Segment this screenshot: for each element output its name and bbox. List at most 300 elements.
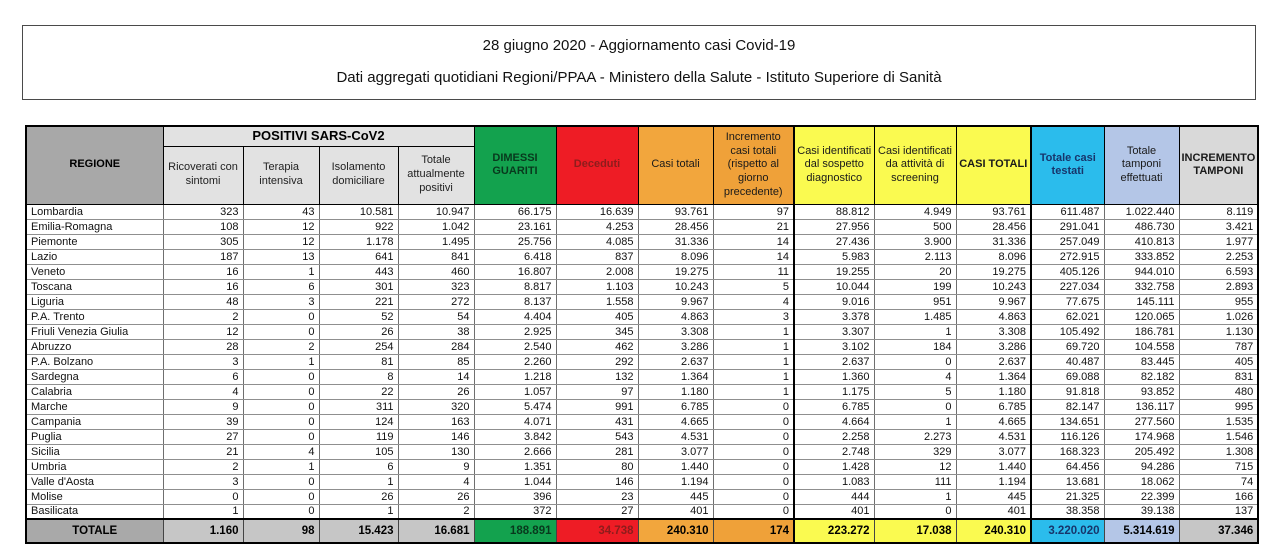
table-row [26,219,1258,234]
cell-incremento-tamponi: 1.977 [1179,234,1258,249]
cell-casi-sospetto-diagnostico: 2.258 [794,429,874,444]
cell-totale-tamponi-effettuati: 1.022.440 [1104,204,1179,219]
cell-totale-attualmente-positivi: 163 [398,414,474,429]
cell-regione: Lombardia [26,204,163,219]
cell-incremento-tamponi: 1.130 [1179,324,1258,339]
cell-deceduti: 146 [556,474,638,489]
cell-totale-attualmente-positivi: 9 [398,459,474,474]
cell-totale-tamponi-effettuati: 410.813 [1104,234,1179,249]
cell-deceduti: 1.103 [556,279,638,294]
cell-ricoverati-con-sintomi: 48 [163,294,243,309]
cell-ricoverati-con-sintomi: 6 [163,369,243,384]
cell-casi-totali-2: 3.077 [956,444,1031,459]
cell-regione: Marche [26,399,163,414]
cell-incremento-casi-totali: 0 [713,444,794,459]
cell-incremento-casi-totali: 11 [713,264,794,279]
cell-casi-sospetto-diagnostico: 1.428 [794,459,874,474]
table-row [26,429,1258,444]
cell-terapia-intensiva: 0 [243,414,319,429]
cell-terapia-intensiva: 12 [243,219,319,234]
cell-incremento-casi-totali: 0 [713,429,794,444]
totale-cell-casi-totali-2: 240.310 [956,519,1031,543]
cell-terapia-intensiva: 1 [243,459,319,474]
cell-incremento-tamponi: 137 [1179,504,1258,519]
cell-casi-totali: 445 [638,489,713,504]
cell-totale-casi-testati: 116.126 [1031,429,1104,444]
cell-totale-attualmente-positivi: 54 [398,309,474,324]
cell-isolamento-domiciliare: 254 [319,339,398,354]
cell-totale-attualmente-positivi: 2 [398,504,474,519]
cell-casi-totali: 1.194 [638,474,713,489]
cell-terapia-intensiva: 0 [243,384,319,399]
cell-terapia-intensiva: 43 [243,204,319,219]
cell-casi-totali-2: 10.243 [956,279,1031,294]
cell-casi-screening: 0 [874,399,956,414]
cell-ricoverati-con-sintomi: 3 [163,474,243,489]
cell-ricoverati-con-sintomi: 187 [163,249,243,264]
cell-totale-casi-testati: 134.651 [1031,414,1104,429]
col-header-incremento-tamponi: INCREMENTO TAMPONI [1179,126,1258,204]
cell-dimessi-guariti: 8.817 [474,279,556,294]
cell-totale-attualmente-positivi: 26 [398,384,474,399]
cell-totale-casi-testati: 405.126 [1031,264,1104,279]
cell-casi-totali: 6.785 [638,399,713,414]
cell-casi-totali-2: 4.665 [956,414,1031,429]
cell-incremento-casi-totali: 0 [713,489,794,504]
col-header-casi-screening: Casi identificati da attività di screening [874,126,956,204]
cell-deceduti: 281 [556,444,638,459]
cell-casi-screening: 1.485 [874,309,956,324]
cell-regione: Friuli Venezia Giulia [26,324,163,339]
cell-casi-totali: 28.456 [638,219,713,234]
cell-incremento-casi-totali: 0 [713,459,794,474]
cell-casi-totali-2: 2.637 [956,354,1031,369]
cell-casi-totali-2: 4.531 [956,429,1031,444]
col-header-ricoverati-con-sintomi: Ricoverati con sintomi [163,146,243,204]
cell-dimessi-guariti: 1.351 [474,459,556,474]
cell-casi-totali-2: 6.785 [956,399,1031,414]
cell-dimessi-guariti: 396 [474,489,556,504]
group-header-positivi: POSITIVI SARS-CoV2 [163,126,474,146]
cell-ricoverati-con-sintomi: 3 [163,354,243,369]
cell-casi-totali: 31.336 [638,234,713,249]
cell-casi-totali-2: 93.761 [956,204,1031,219]
cell-casi-totali: 3.308 [638,324,713,339]
cell-regione: Valle d'Aosta [26,474,163,489]
cell-dimessi-guariti: 4.404 [474,309,556,324]
cell-casi-screening: 111 [874,474,956,489]
cell-totale-tamponi-effettuati: 174.968 [1104,429,1179,444]
cell-casi-screening: 5 [874,384,956,399]
cell-casi-totali-2: 401 [956,504,1031,519]
cell-deceduti: 23 [556,489,638,504]
cell-incremento-casi-totali: 0 [713,414,794,429]
cell-casi-screening: 0 [874,354,956,369]
cell-casi-totali: 401 [638,504,713,519]
cell-ricoverati-con-sintomi: 0 [163,489,243,504]
cell-casi-sospetto-diagnostico: 88.812 [794,204,874,219]
cell-ricoverati-con-sintomi: 12 [163,324,243,339]
cell-ricoverati-con-sintomi: 4 [163,384,243,399]
cell-deceduti: 80 [556,459,638,474]
cell-terapia-intensiva: 0 [243,429,319,444]
cell-dimessi-guariti: 66.175 [474,204,556,219]
cell-totale-tamponi-effettuati: 332.758 [1104,279,1179,294]
cell-totale-tamponi-effettuati: 18.062 [1104,474,1179,489]
col-header-regione: REGIONE [26,126,163,204]
cell-deceduti: 2.008 [556,264,638,279]
cell-dimessi-guariti: 1.044 [474,474,556,489]
cell-ricoverati-con-sintomi: 9 [163,399,243,414]
cell-terapia-intensiva: 12 [243,234,319,249]
cell-casi-screening: 3.900 [874,234,956,249]
cell-totale-casi-testati: 257.049 [1031,234,1104,249]
cell-totale-tamponi-effettuati: 277.560 [1104,414,1179,429]
table-row [26,504,1258,519]
cell-totale-tamponi-effettuati: 136.117 [1104,399,1179,414]
cell-totale-tamponi-effettuati: 145.111 [1104,294,1179,309]
cell-isolamento-domiciliare: 119 [319,429,398,444]
table-body [26,204,1258,543]
table-row [26,234,1258,249]
col-header-isolamento-domiciliare: Isolamento domiciliare [319,146,398,204]
table-row [26,489,1258,504]
cell-totale-attualmente-positivi: 284 [398,339,474,354]
cell-casi-totali-2: 8.096 [956,249,1031,264]
totale-cell-deceduti: 34.738 [556,519,638,543]
cell-casi-screening: 329 [874,444,956,459]
cell-ricoverati-con-sintomi: 28 [163,339,243,354]
totale-cell-incremento-casi-totali: 174 [713,519,794,543]
col-header-deceduti: Deceduti [556,126,638,204]
cell-casi-sospetto-diagnostico: 2.748 [794,444,874,459]
cell-incremento-casi-totali: 0 [713,474,794,489]
col-header-totale-casi-testati: Totale casi testati [1031,126,1104,204]
cell-casi-sospetto-diagnostico: 2.637 [794,354,874,369]
cell-incremento-tamponi: 480 [1179,384,1258,399]
cell-incremento-casi-totali: 21 [713,219,794,234]
cell-ricoverati-con-sintomi: 108 [163,219,243,234]
cell-totale-attualmente-positivi: 38 [398,324,474,339]
col-header-casi-sospetto-diagnostico: Casi identificati dal sospetto diagnostico [794,126,874,204]
cell-regione: Toscana [26,279,163,294]
cell-terapia-intensiva: 0 [243,324,319,339]
cell-casi-screening: 1 [874,414,956,429]
cell-totale-attualmente-positivi: 460 [398,264,474,279]
cell-totale-attualmente-positivi: 146 [398,429,474,444]
table-row [26,279,1258,294]
cell-incremento-tamponi: 1.535 [1179,414,1258,429]
cell-deceduti: 431 [556,414,638,429]
table-row [26,249,1258,264]
cell-regione: Basilicata [26,504,163,519]
cell-incremento-tamponi: 1.026 [1179,309,1258,324]
cell-isolamento-domiciliare: 8 [319,369,398,384]
cell-regione: P.A. Bolzano [26,354,163,369]
cell-casi-sospetto-diagnostico: 1.175 [794,384,874,399]
cell-regione: P.A. Trento [26,309,163,324]
cell-totale-tamponi-effettuati: 333.852 [1104,249,1179,264]
cell-totale-casi-testati: 69.720 [1031,339,1104,354]
cell-isolamento-domiciliare: 22 [319,384,398,399]
cell-deceduti: 837 [556,249,638,264]
table-row [26,414,1258,429]
cell-ricoverati-con-sintomi: 39 [163,414,243,429]
cell-totale-casi-testati: 105.492 [1031,324,1104,339]
cell-deceduti: 1.558 [556,294,638,309]
cell-casi-sospetto-diagnostico: 27.436 [794,234,874,249]
cell-dimessi-guariti: 16.807 [474,264,556,279]
cell-casi-totali: 19.275 [638,264,713,279]
cell-totale-casi-testati: 38.358 [1031,504,1104,519]
cell-dimessi-guariti: 2.925 [474,324,556,339]
cell-casi-totali-2: 3.308 [956,324,1031,339]
cell-totale-casi-testati: 69.088 [1031,369,1104,384]
cell-totale-attualmente-positivi: 10.947 [398,204,474,219]
cell-dimessi-guariti: 6.418 [474,249,556,264]
cell-dimessi-guariti: 25.756 [474,234,556,249]
cell-incremento-casi-totali: 1 [713,354,794,369]
cell-terapia-intensiva: 1 [243,264,319,279]
cell-casi-sospetto-diagnostico: 444 [794,489,874,504]
cell-isolamento-domiciliare: 641 [319,249,398,264]
cell-totale-attualmente-positivi: 14 [398,369,474,384]
cell-totale-tamponi-effettuati: 205.492 [1104,444,1179,459]
cell-totale-casi-testati: 21.325 [1031,489,1104,504]
cell-incremento-casi-totali: 5 [713,279,794,294]
cell-incremento-tamponi: 3.421 [1179,219,1258,234]
cell-totale-tamponi-effettuati: 94.286 [1104,459,1179,474]
table-row [26,294,1258,309]
cell-deceduti: 132 [556,369,638,384]
cell-terapia-intensiva: 1 [243,354,319,369]
cell-totale-casi-testati: 291.041 [1031,219,1104,234]
report-subtitle: Dati aggregati quotidiani Regioni/PPAA - Ministero della Salute - Istituto Superiore di Sanità [336,69,942,86]
cell-terapia-intensiva: 13 [243,249,319,264]
cell-incremento-tamponi: 405 [1179,354,1258,369]
cell-casi-screening: 4.949 [874,204,956,219]
totale-cell-totale-attualmente-positivi: 16.681 [398,519,474,543]
cell-casi-totali: 4.531 [638,429,713,444]
cell-dimessi-guariti: 2.540 [474,339,556,354]
totale-cell-totale-tamponi-effettuati: 5.314.619 [1104,519,1179,543]
table-row [26,204,1258,219]
cell-totale-casi-testati: 272.915 [1031,249,1104,264]
cell-incremento-casi-totali: 1 [713,369,794,384]
cell-isolamento-domiciliare: 922 [319,219,398,234]
cell-regione: Sicilia [26,444,163,459]
cell-incremento-tamponi: 715 [1179,459,1258,474]
cell-ricoverati-con-sintomi: 323 [163,204,243,219]
cell-casi-sospetto-diagnostico: 9.016 [794,294,874,309]
cell-terapia-intensiva: 0 [243,369,319,384]
cell-deceduti: 345 [556,324,638,339]
cell-casi-totali-2: 9.967 [956,294,1031,309]
cell-isolamento-domiciliare: 1 [319,474,398,489]
cell-terapia-intensiva: 0 [243,399,319,414]
cell-regione: Campania [26,414,163,429]
cell-regione: Puglia [26,429,163,444]
cell-totale-tamponi-effettuati: 486.730 [1104,219,1179,234]
cell-deceduti: 4.085 [556,234,638,249]
table-row [26,309,1258,324]
cell-incremento-tamponi: 1.308 [1179,444,1258,459]
cell-totale-attualmente-positivi: 841 [398,249,474,264]
col-header-terapia-intensiva: Terapia intensiva [243,146,319,204]
cell-dimessi-guariti: 3.842 [474,429,556,444]
cell-incremento-tamponi: 74 [1179,474,1258,489]
cell-casi-sospetto-diagnostico: 5.983 [794,249,874,264]
cell-ricoverati-con-sintomi: 16 [163,279,243,294]
cell-casi-sospetto-diagnostico: 1.360 [794,369,874,384]
cell-casi-screening: 1 [874,324,956,339]
cell-regione: Piemonte [26,234,163,249]
table-row [26,399,1258,414]
cell-totale-casi-testati: 82.147 [1031,399,1104,414]
totale-cell-casi-totali: 240.310 [638,519,713,543]
cell-ricoverati-con-sintomi: 21 [163,444,243,459]
cell-ricoverati-con-sintomi: 16 [163,264,243,279]
cell-totale-attualmente-positivi: 320 [398,399,474,414]
cell-isolamento-domiciliare: 221 [319,294,398,309]
cell-totale-casi-testati: 64.456 [1031,459,1104,474]
cell-isolamento-domiciliare: 26 [319,324,398,339]
cell-incremento-casi-totali: 4 [713,294,794,309]
cell-totale-tamponi-effettuati: 39.138 [1104,504,1179,519]
cell-incremento-tamponi: 831 [1179,369,1258,384]
cell-casi-screening: 0 [874,504,956,519]
cell-ricoverati-con-sintomi: 305 [163,234,243,249]
cell-incremento-tamponi: 1.546 [1179,429,1258,444]
cell-casi-sospetto-diagnostico: 401 [794,504,874,519]
cell-isolamento-domiciliare: 124 [319,414,398,429]
cell-incremento-tamponi: 955 [1179,294,1258,309]
col-header-casi-totali: Casi totali [638,126,713,204]
cell-terapia-intensiva: 4 [243,444,319,459]
cell-totale-attualmente-positivi: 1.495 [398,234,474,249]
cell-casi-totali-2: 1.364 [956,369,1031,384]
cell-incremento-casi-totali: 1 [713,324,794,339]
cell-totale-attualmente-positivi: 323 [398,279,474,294]
totale-cell-terapia-intensiva: 98 [243,519,319,543]
cell-casi-totali: 3.286 [638,339,713,354]
cell-dimessi-guariti: 1.218 [474,369,556,384]
cell-deceduti: 543 [556,429,638,444]
cell-isolamento-domiciliare: 81 [319,354,398,369]
cell-casi-totali-2: 445 [956,489,1031,504]
table-header [26,126,1258,204]
cell-totale-attualmente-positivi: 1.042 [398,219,474,234]
totale-cell-dimessi-guariti: 188.891 [474,519,556,543]
totale-cell-totale-casi-testati: 3.220.020 [1031,519,1104,543]
cell-casi-screening: 199 [874,279,956,294]
cell-totale-tamponi-effettuati: 120.065 [1104,309,1179,324]
totale-cell-incremento-tamponi: 37.346 [1179,519,1258,543]
covid-data-table [25,125,1259,544]
cell-casi-screening: 20 [874,264,956,279]
cell-casi-screening: 500 [874,219,956,234]
cell-casi-totali: 10.243 [638,279,713,294]
cell-isolamento-domiciliare: 311 [319,399,398,414]
cell-incremento-tamponi: 995 [1179,399,1258,414]
cell-casi-totali-2: 31.336 [956,234,1031,249]
cell-isolamento-domiciliare: 443 [319,264,398,279]
col-header-incremento-casi-totali: Incremento casi totali (rispetto al giorno precedente) [713,126,794,204]
cell-casi-totali: 4.665 [638,414,713,429]
table-row [26,354,1258,369]
cell-casi-screening: 184 [874,339,956,354]
cell-dimessi-guariti: 2.666 [474,444,556,459]
cell-regione: Veneto [26,264,163,279]
cell-dimessi-guariti: 1.057 [474,384,556,399]
cell-casi-totali-2: 4.863 [956,309,1031,324]
cell-deceduti: 4.253 [556,219,638,234]
cell-casi-totali-2: 1.180 [956,384,1031,399]
cell-casi-screening: 4 [874,369,956,384]
cell-casi-totali: 1.180 [638,384,713,399]
cell-casi-screening: 1 [874,489,956,504]
cell-casi-totali-2: 3.286 [956,339,1031,354]
report-title: 28 giugno 2020 - Aggiornamento casi Covid-19 [482,37,796,54]
cell-casi-totali: 1.364 [638,369,713,384]
table-row [26,384,1258,399]
cell-terapia-intensiva: 3 [243,294,319,309]
cell-dimessi-guariti: 8.137 [474,294,556,309]
cell-deceduti: 292 [556,354,638,369]
cell-incremento-tamponi: 8.119 [1179,204,1258,219]
table-row [26,324,1258,339]
table-row [26,459,1258,474]
cell-casi-totali: 2.637 [638,354,713,369]
cell-isolamento-domiciliare: 26 [319,489,398,504]
col-header-totale-attualmente-positivi: Totale attualmente positivi [398,146,474,204]
cell-casi-screening: 2.273 [874,429,956,444]
cell-totale-tamponi-effettuati: 22.399 [1104,489,1179,504]
cell-dimessi-guariti: 4.071 [474,414,556,429]
table-row [26,264,1258,279]
table-row [26,369,1258,384]
totale-cell-casi-sospetto-diagnostico: 223.272 [794,519,874,543]
cell-casi-sospetto-diagnostico: 3.102 [794,339,874,354]
cell-terapia-intensiva: 0 [243,489,319,504]
cell-isolamento-domiciliare: 1.178 [319,234,398,249]
cell-ricoverati-con-sintomi: 27 [163,429,243,444]
cell-isolamento-domiciliare: 105 [319,444,398,459]
cell-totale-tamponi-effettuati: 83.445 [1104,354,1179,369]
cell-terapia-intensiva: 6 [243,279,319,294]
header-row-group [26,126,1258,146]
cell-isolamento-domiciliare: 301 [319,279,398,294]
cell-regione: Calabria [26,384,163,399]
cell-isolamento-domiciliare: 1 [319,504,398,519]
cell-casi-sospetto-diagnostico: 27.956 [794,219,874,234]
cell-isolamento-domiciliare: 52 [319,309,398,324]
cell-terapia-intensiva: 0 [243,474,319,489]
cell-casi-totali-2: 28.456 [956,219,1031,234]
cell-incremento-casi-totali: 0 [713,504,794,519]
cell-incremento-casi-totali: 0 [713,399,794,414]
cell-deceduti: 991 [556,399,638,414]
cell-regione: Sardegna [26,369,163,384]
cell-casi-totali: 9.967 [638,294,713,309]
cell-totale-casi-testati: 227.034 [1031,279,1104,294]
cell-regione: Umbria [26,459,163,474]
cell-totale-attualmente-positivi: 130 [398,444,474,459]
cell-casi-sospetto-diagnostico: 3.307 [794,324,874,339]
cell-totale-attualmente-positivi: 4 [398,474,474,489]
cell-totale-tamponi-effettuati: 944.010 [1104,264,1179,279]
cell-regione: Lazio [26,249,163,264]
